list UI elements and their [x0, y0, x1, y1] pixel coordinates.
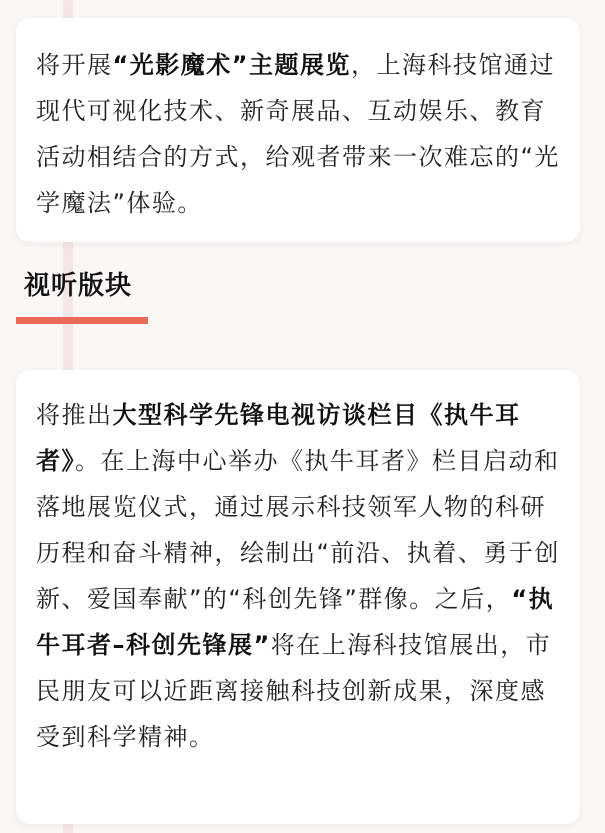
- exhibition-paragraph: [36, 42, 560, 226]
- section-title-underline: [16, 317, 148, 324]
- exhibition-card: [16, 18, 580, 242]
- text-segment: 将在上海科技馆展出，市民朋友可以近距离接触科技创新成果，深度感受到科学精神。: [36, 631, 552, 751]
- section-title: 视听版块: [24, 271, 133, 301]
- audiovisual-paragraph: [36, 392, 560, 760]
- text-segment: 将开展: [36, 51, 113, 79]
- highlight-exhibition-title: “光影魔术”主题展览: [112, 51, 352, 79]
- highlight-program-name: 大型科学先锋电视访谈栏目《执牛耳者》: [36, 401, 521, 475]
- highlight-exhibition-name: “执牛耳者–科创先锋展”: [36, 585, 555, 659]
- text-segment: ，上海科技馆通过现代可视化技术、新奇展品、互动娱乐、教育活动相结合的方式，给观者带来一次难忘的“光学魔法”体验。: [36, 51, 560, 217]
- audiovisual-card: [16, 370, 580, 824]
- text-segment: 将推出: [36, 401, 113, 429]
- text-segment: 。在上海中心举办《执牛耳者》栏目启动和落地展览仪式，通过展示科技领军人物的科研历程和奋斗精神，绘制出“前沿、执着、勇于创新、爱国奉献”的“科创先锋”群像。之后，: [36, 447, 560, 613]
